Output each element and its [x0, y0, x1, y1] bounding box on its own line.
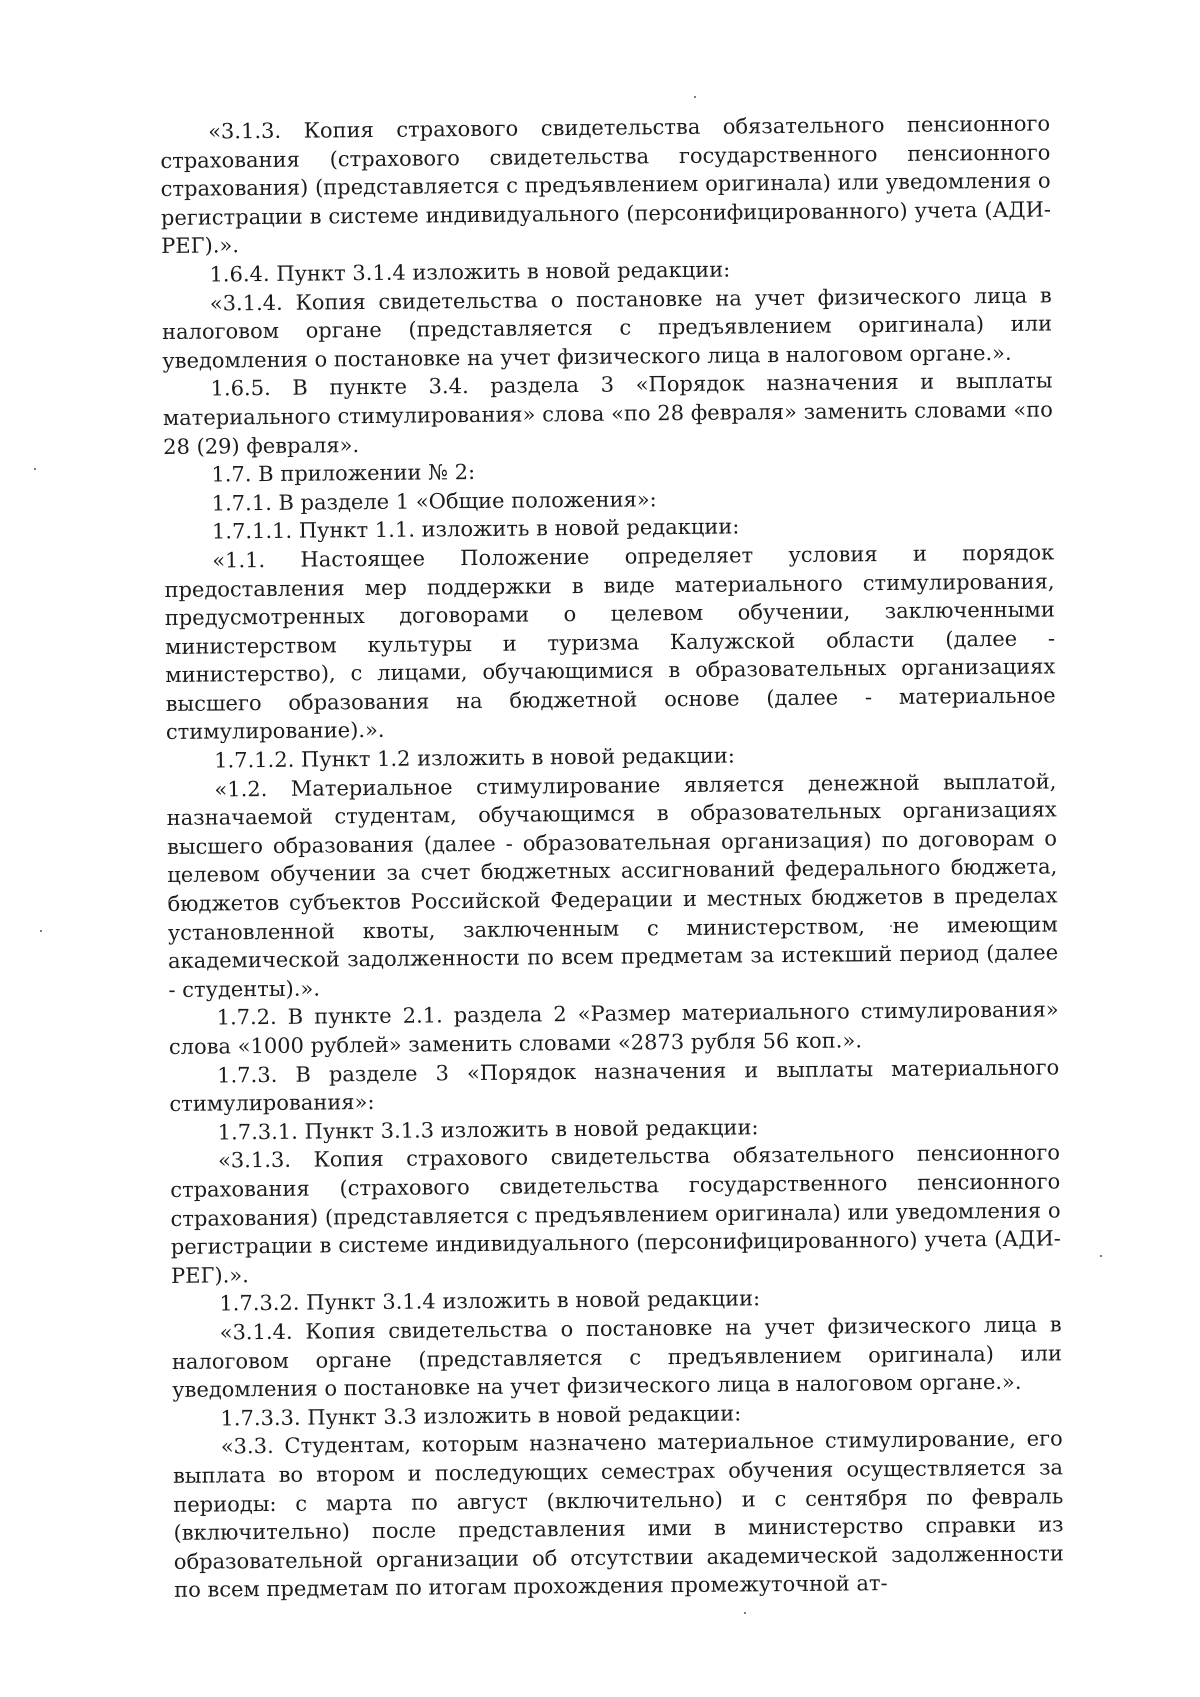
paragraph: 1.6.4. Пункт 3.1.4 изложить в новой редакции: — [209, 257, 731, 287]
paragraph: «3.1.4. Копия свидетельства о постановке на учет физического лица в налоговом органе (представляется с предъявлением оригинала) или уведомления о постановке на учет физического лица в налоговом органе.». — [171, 1312, 1063, 1403]
scan-speck — [34, 468, 36, 470]
paragraph: 1.7.3.2. Пункт 3.1.4 изложить в новой редакции: — [219, 1286, 761, 1316]
paragraph: «3.1.4. Копия свидетельства о постановке на учет физического лица в налоговом органе (представляется с предъявлением оригинала) или уведомления о постановке на учет физического лица в налоговом органе.». — [161, 283, 1053, 373]
paragraph: 1.7.2. В пункте 2.1. раздела 2 «Размер материального стимулирования» слова «1000 рублей» заменить словами «2873 рубля 56 коп.». — [168, 997, 1059, 1059]
paragraph: «3.1.3. Копия страхового свидетельства обязательного пенсионного страхования (страхового свидетельства государственного пенсионного страхования) (представляется с предъявлением оригинала) или уведомления о регистрации в системе индивидуального (персонифицированного) учета (АДИ-РЕГ).». — [170, 1140, 1061, 1288]
paragraph: 1.7.3.3. Пункт 3.3 изложить в новой редакции: — [220, 1401, 742, 1431]
scan-speck — [40, 930, 42, 932]
paragraph: «3.3. Студентам, которым назначено материальное стимулирование, его выплата во втором и последующих семестрах обучения осуществляется за периоды: с марта по август (включительно) и с сентября по февраль (включительно) после представления ими в министерство справки из образовательной организации об отсутствии академической задолженности по всем предметам по итогам прохождения промежуточной ат- — [172, 1426, 1064, 1603]
paragraph: 1.7.1.2. Пункт 1.2 изложить в новой редакции: — [214, 743, 736, 773]
paragraph: 1.7.1.1. Пункт 1.1. изложить в новой редакции: — [211, 514, 740, 544]
scan-speck — [694, 96, 696, 98]
paragraph: «1.1. Настоящее Положение определяет условия и порядок предоставления мер поддержки в виде материального стимулирования, предусмотренных договорами о целевом обучении, заключенными министерством культуры и туризма Калужской области (далее - министерство), с лицами, обучающимися в образовательных организациях высшего образования на бюджетной основе (далее - материальное стимулирование).». — [164, 540, 1056, 745]
paragraph: 1.6.5. В пункте 3.4. раздела 3 «Порядок назначения и выплаты материального стимулирования» слова «по 28 февраля» заменить словами «по 28 (29) февраля». — [162, 368, 1053, 459]
paragraph: 1.7.3. В разделе 3 «Порядок назначения и выплаты материального стимулирования»: — [169, 1055, 1060, 1117]
scan-speck — [744, 1612, 746, 1614]
paragraph: 1.7.1. В разделе 1 «Общие положения»: — [211, 486, 657, 516]
paragraph: 1.7.3.1. Пункт 3.1.3 изложить в новой редакции: — [217, 1115, 759, 1145]
paragraph: «1.2. Материальное стимулирование является денежной выплатой, назначаемой студентам, обучающимся в образовательных организациях высшего образования (далее - образовательная организация) по договорам о целевом обучении за счет бюджетных ассигнований федерального бюджета, бюджетов субъектов Российской Федерации и местных бюджетов в пределах установленной квоты, заключенным с министерством, не имеющим академической задолженности по всем предметам за истекший период (далее - студенты).». — [166, 769, 1059, 1002]
document-body — [160, 109, 1064, 1604]
paragraph: «3.1.3. Копия страхового свидетельства обязательного пенсионного страхования (страхового свидетельства государственного пенсионного страхования) (представляется с предъявлением оригинала) или уведомления о регистрации в системе индивидуального (персонифицированного) учета (АДИ-РЕГ).». — [160, 111, 1052, 259]
scan-speck — [1100, 1255, 1102, 1257]
paragraph: 1.7. В приложении № 2: — [211, 460, 476, 487]
